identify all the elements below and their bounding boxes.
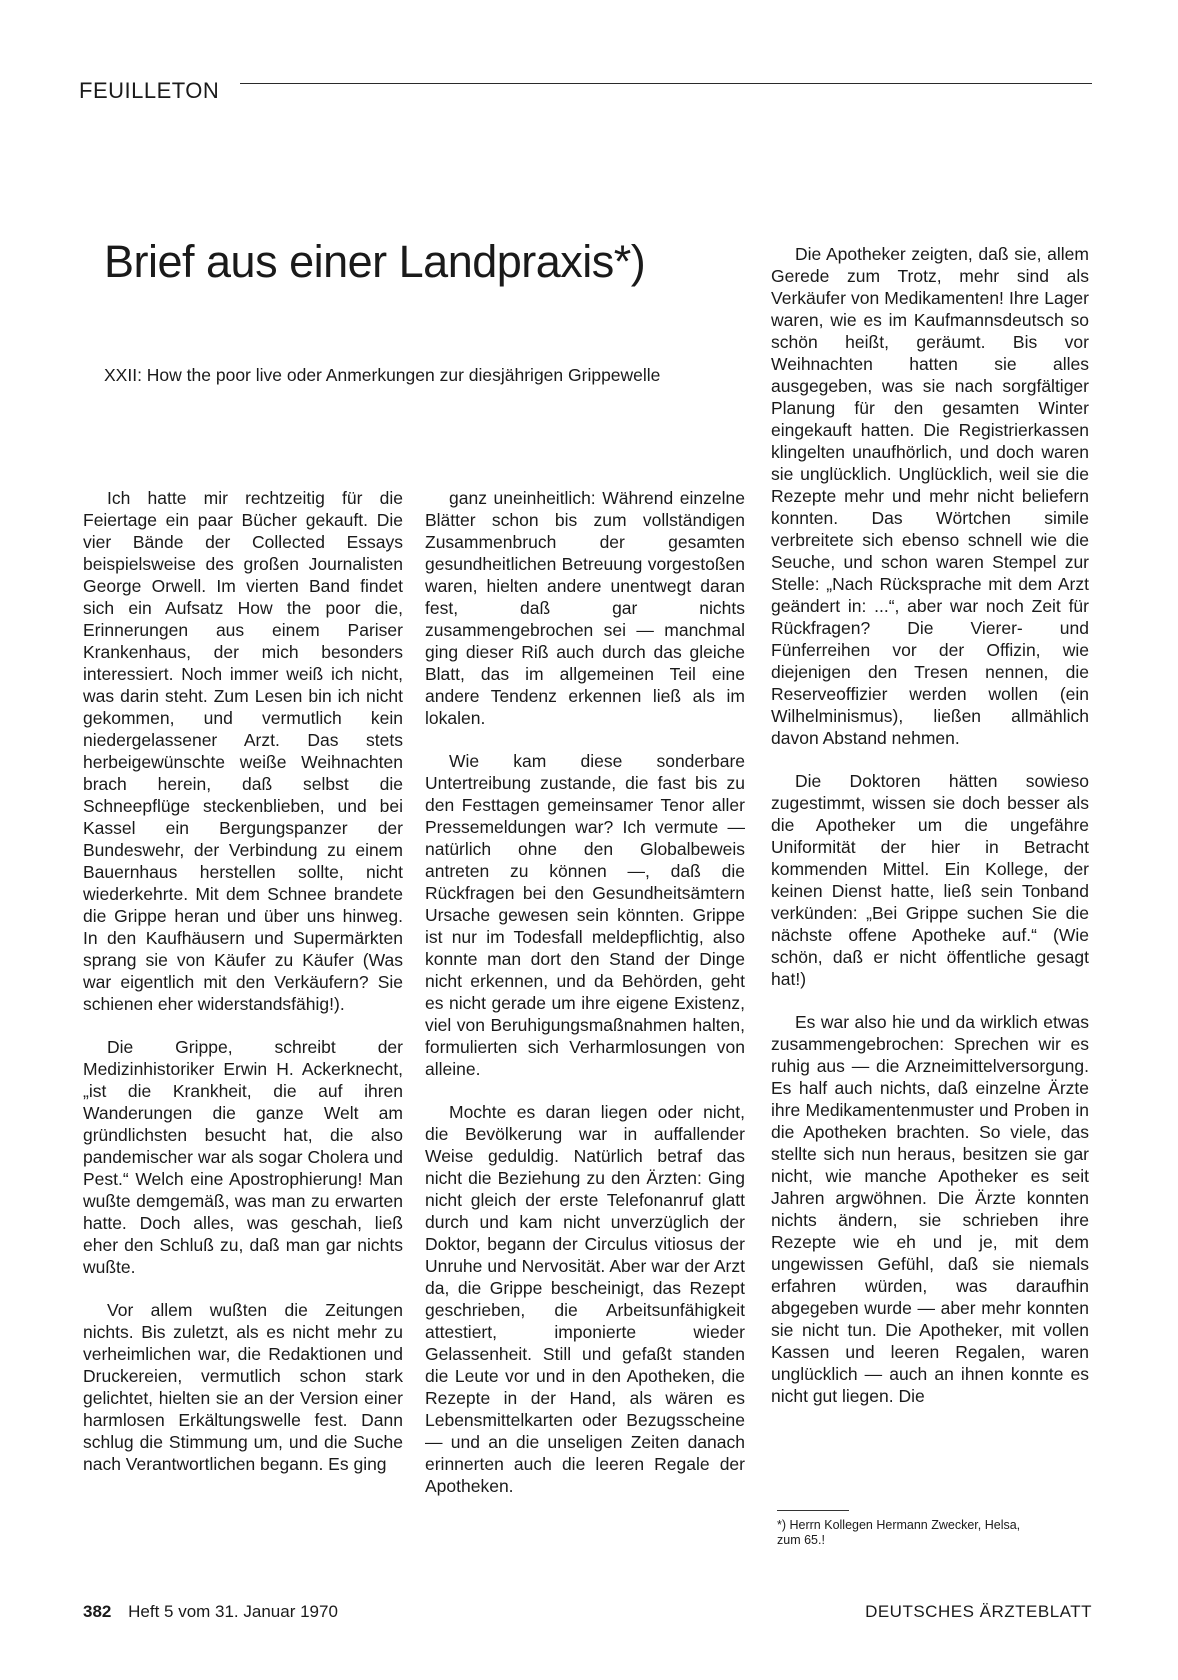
- issue-info: Heft 5 vom 31. Januar 1970: [128, 1602, 338, 1621]
- paragraph: Die Apotheker zeigten, daß sie, allem Gerede zum Trotz, mehr sind als Verkäufer von Medikamenten! Ihre Lager waren, wie es im Kaufmannsdeutsch so schön heißt, geräumt. Bis vor Weihnachten hatten sie alles ausgegeben, was sie nach sorgfältiger Planung für den gesamten Winter eingekauft hatten. Die Registrierkassen klingelten unaufhörlich, und doch waren sie unglücklich. Unglücklich, weil sie die Rezepte mehr und mehr nicht beliefern konnten. Das Wörtchen simile verbreitete sich ebenso schnell wie die Seuche, und schon waren Stempel zur Stelle: „Nach Rücksprache mit dem Arzt geändert in: ...“, aber war noch Zeit für Rückfragen? Die Vierer- und Fünferreihen vor der Offizin, wie diejenigen den Tresen nennen, die Reserveoffizier werden wollen (ein Wilhelminismus), ließen allmählich davon Abstand nehmen.: [771, 244, 1089, 748]
- paragraph: Mochte es daran liegen oder nicht, die Bevölkerung war in auffallender Weise geduldig. Natürlich betraf das nicht die Beziehung zu den Ärzten: Ging nicht gleich der erste Telefonanruf glatt durch und kam nicht unverzüglich der Doktor, begann der Circulus vitiosus der Unruhe und Nervosität. Aber war der Arzt da, die Grippe bescheinigt, das Rezept geschrieben, die Arbeitsunfähigkeit attestiert, imponierte wieder Gelassenheit. Still und gefaßt standen die Leute vor und in den Apotheken, die Rezepte in der Hand, als wären es Lebensmittelkarten oder Bezugsscheine — und an die unseligen Zeiten danach erinnerten auch die leeren Regale der Apotheken.: [425, 1102, 745, 1496]
- journal-name: DEUTSCHES ÄRZTEBLATT: [865, 1602, 1092, 1621]
- article-subtitle: XXII: How the poor live oder Anmerkungen zur diesjährigen Grippewelle: [104, 365, 661, 385]
- article-title: Brief aus einer Landpraxis*): [104, 236, 646, 287]
- section-label: FEUILLETON: [79, 78, 220, 103]
- text-column-3: [771, 243, 1089, 1428]
- paragraph: Wie kam diese sonderbare Untertreibung zustande, die fast bis zu den Festtagen gemeinsamer Tenor aller Pressemeldungen war? Ich vermute — natürlich ohne den Globalbeweis antreten zu können —, daß die Rückfragen bei den Gesundheitsämtern Ursache gewesen sein könnten. Grippe ist nur im Todesfall meldepflichtig, also konnte man dort den Stand der Dinge nicht erkennen, und da Behörden, geht es nicht gerade um ihre eigene Existenz, viel von Beruhigungsmaßnahmen halten, formulierten sich Verharmlosungen von alleine.: [425, 751, 745, 1079]
- paragraph: Ich hatte mir rechtzeitig für die Feiertage ein paar Bücher gekauft. Die vier Bände der Collected Essays beispielsweise des großen Journalisten George Orwell. Im vierten Band findet sich ein Aufsatz How the poor die, Erinnerungen aus einem Pariser Krankenhaus, der mich besonders interessiert. Noch immer weiß ich nicht, was darin steht. Zum Lesen bin ich nicht gekommen, und vermutlich kein niedergelassener Arzt. Das stets herbeigewünschte weiße Weihnachten brach herein, daß selbst die Schneepflüge steckenblieben, und bei Kassel ein Bergungspanzer der Bundeswehr, der Verbindung zu einem Bauernhaus herstellen sollte, nicht wiederkehrte. Mit dem Schnee brandete die Grippe heran und über uns hinweg. In den Kaufhäusern und Supermärkten sprang sie von Käufer zu Käufer (Was war eigentlich mit den Verkäufern? Sie schienen eher widerstandsfähig!).: [83, 488, 403, 1014]
- paragraph: Es war also hie und da wirklich etwas zusammengebrochen: Sprechen wir es ruhig aus — die Arzneimittelversorgung. Es half auch nichts, daß einzelne Ärzte ihre Medikamentenmuster und Proben in die Apotheken brachten. So viele, das stellte sich nun heraus, besitzen sie gar nicht, wie manche Apotheker es seit Jahren argwöhnen. Die Ärzte konnten nichts ändern, sie schrieben ihre Rezepte wie eh und je, mit dem ungewissen Gefühl, daß sie niemals erfahren würden, was daraufhin abgegeben wurde — aber mehr konnten sie nicht tun. Die Apotheker, mit vollen Kassen und leeren Regalen, waren unglücklich — auch an ihnen konnte es nicht gut liegen. Die: [771, 1012, 1089, 1406]
- text-column-1: [83, 487, 403, 1496]
- text-column-2: [425, 487, 745, 1518]
- paragraph: Die Grippe, schreibt der Medizinhistoriker Erwin H. Ackerknecht, „ist die Krankheit, die auf ihren Wanderungen die ganze Welt am gründlichsten besucht hat, die also pandemischer war als sogar Cholera und Pest.“ Welch eine Apostrophierung! Man wußte demgemäß, was man zu erwarten hatte. Doch alles, was geschah, ließ eher den Schluß zu, daß man gar nichts wußte.: [83, 1037, 403, 1277]
- footnote-rule: [777, 1510, 849, 1511]
- page-footer-left: [83, 1602, 338, 1622]
- paragraph: Vor allem wußten die Zeitungen nichts. Bis zuletzt, als es nicht mehr zu verheimlichen war, die Redaktionen und Druckereien, vermutlich schon stark gelichtet, hielten sie an der Version einer harmlosen Erkältungswelle fest. Dann schlug die Stimmung um, und die Suche nach Verantwortlichen begann. Es ging: [83, 1300, 403, 1474]
- paragraph: ganz uneinheitlich: Während einzelne Blätter schon bis zum vollständigen Zusammenbruch der gesamten gesundheitlichen Betreuung vorgestoßen waren, hielten andere unentwegt daran fest, daß gar nichts zusammengebrochen sei — manchmal ging dieser Riß auch durch das gleiche Blatt, das im allgemeinen Teil eine andere Tendenz erkennen ließ als im lokalen.: [425, 488, 745, 728]
- page-number: 382: [83, 1602, 112, 1621]
- header-rule: [240, 83, 1092, 84]
- footnote: *) Herrn Kollegen Hermann Zwecker, Helsa, zum 65.!: [777, 1518, 1021, 1547]
- paragraph: Die Doktoren hätten sowieso zugestimmt, wissen sie doch besser als die Apotheker um die ungefähre Uniformität der hier in Betracht kommenden Mittel. Ein Kollege, der keinen Dienst hatte, ließ sein Tonband verkünden: „Bei Grippe suchen Sie die nächste offene Apotheke auf.“ (Wie schön, daß er nicht öffentliche gesagt hat!): [771, 771, 1089, 989]
